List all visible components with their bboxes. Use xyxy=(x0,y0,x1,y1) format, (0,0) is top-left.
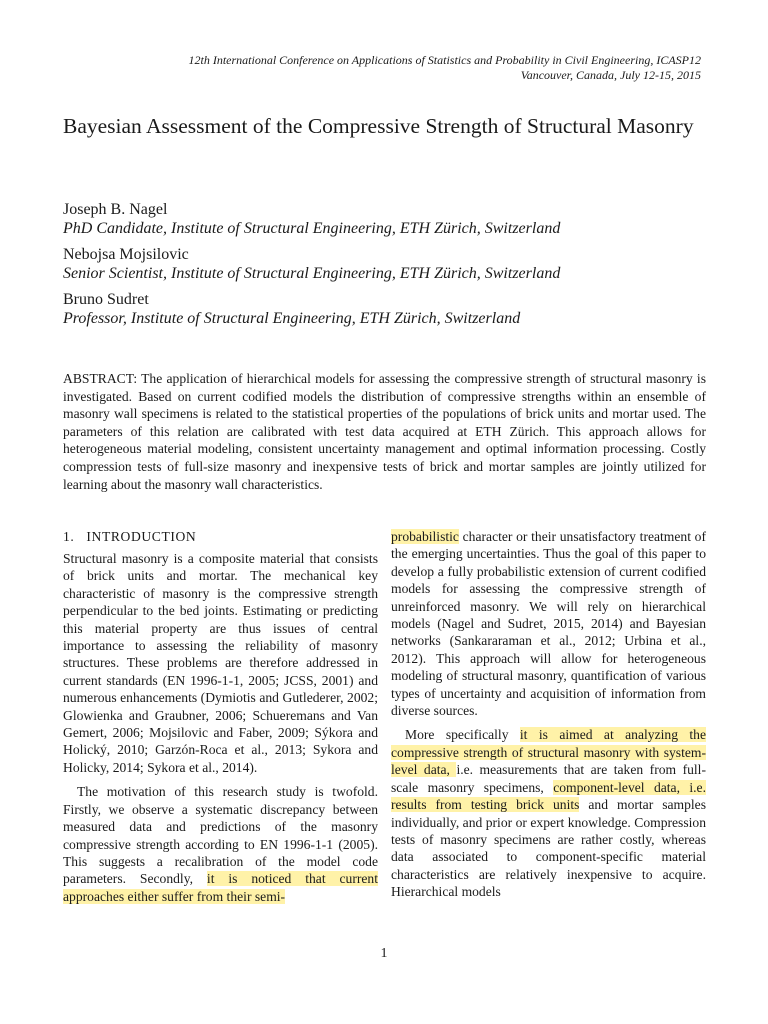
abstract: ABSTRACT: The application of hierarchical models for assessing the compressive strength of structural masonry is investigated. Based on current codified models the distribution of compressive strengths within an ensemble of masonry wall specimens is related to the statistical properties of the populations of brick units and mortar used. The parameters of this relation are calibrated with test data acquired at ETH Zürich. This approach allows for heterogeneous material modeling, consistent uncertainty management and optimal information processing. Costly compression tests of full-size masonry and inexpensive tests of brick and mortar samples are jointly utilized for learning about the masonry wall characteristics. xyxy=(63,371,706,492)
paragraph-text: character or their unsatisfactory treatment of the emerging uncertainties. Thus the goal of this paper to develop a fully probabilistic extension of current codified models for assessing the compressive strength of unreinforced masonry. We will rely on hierarchical models (Nagel and Sudret, 2015, 2014) and Bayesian networks (Sankararaman et al., 2012; Urbina et al., 2012). This approach will allow for heterogeneous modeling of structural masonry, quantification of various types of uncertainty and acquisition of information from diverse sources. xyxy=(391,529,706,719)
author-affiliation: Senior Scientist, Institute of Structural Engineering, ETH Zürich, Switzerland xyxy=(63,265,561,282)
author-block xyxy=(63,290,713,328)
section-title: INTRODUCTION xyxy=(86,529,197,544)
highlighted-text[interactable]: probabilistic xyxy=(391,529,459,544)
page-number: 1 xyxy=(380,946,388,961)
section-number: 1. xyxy=(63,529,75,544)
intro-paragraph-1: Structural masonry is a composite material that consists of brick units and mortar. The mechanical key characteristic of masonry is the compressive strength perpendicular to the bed joints. Estimating or predicting this material property are thus issues of central importance to assessing the reliability of masonry structures. These problems are therefore addressed in current standards (EN 1996-1-1, 2005; JCSS, 2001) and numerous enhancements (Dymiotis and Gutlederer, 2002; Glowienka and Graubner, 2006; Schueremans and Van Gemert, 2006; Mojsilovic and Faber, 2009; Sýkora and Holický, 2010; Garzón-Roca et al., 2013; Sykora and Holicky, 2014; Sykora et al., 2014). xyxy=(63,551,378,775)
author-block xyxy=(63,200,713,238)
author-name: Bruno Sudret xyxy=(63,291,149,308)
section-heading xyxy=(63,528,378,545)
intro-paragraph-4 xyxy=(391,726,706,900)
paragraph-text: and mortar samples individually, and prior or expert knowledge. Compression tests of masonry specimens are rather costly, whereas data associated to component-specific material characteristics are relatively inexpensive to acquire. Hierarchical models xyxy=(391,797,706,900)
paragraph-text: The motivation of this research study is twofold. Firstly, we observe a systematic discrepancy between measured data and predictions of the masonry compressive strength according to EN 1996-1-1 (2005). This suggests a recalibration of the model code parameters. Secondly, xyxy=(63,784,378,887)
highlighted-text[interactable]: component-level data, i.e. results from testing brick units xyxy=(391,779,706,813)
highlighted-text[interactable]: it is aimed at analyzing the compressive strength of structural masonry with system-level data, xyxy=(391,727,706,778)
author-name: Joseph B. Nagel xyxy=(63,201,168,218)
author-name: Nebojsa Mojsilovic xyxy=(63,246,189,263)
right-column xyxy=(391,528,706,901)
left-column xyxy=(63,528,378,905)
intro-paragraph-2 xyxy=(63,783,378,905)
author-list xyxy=(63,200,713,335)
conference-location: Vancouver, Canada, July 12-15, 2015 xyxy=(520,68,701,82)
highlighted-text[interactable]: it is noticed that current approaches either suffer from their semi- xyxy=(63,871,378,904)
intro-paragraph-3 xyxy=(391,528,706,719)
author-affiliation: Professor, Institute of Structural Engineering, ETH Zürich, Switzerland xyxy=(63,310,521,327)
conference-header xyxy=(61,53,701,83)
paragraph-text: More specifically xyxy=(405,727,520,743)
paragraph-text: i.e. measurements that are taken from full-scale masonry specimens, xyxy=(391,762,706,795)
author-affiliation: PhD Candidate, Institute of Structural Engineering, ETH Zürich, Switzerland xyxy=(63,220,561,237)
conference-name: 12th International Conference on Applications of Statistics and Probability in Civil Engineering, ICASP12 xyxy=(188,53,701,67)
author-block xyxy=(63,245,713,283)
paper-title: Bayesian Assessment of the Compressive Strength of Structural Masonry xyxy=(63,114,694,138)
